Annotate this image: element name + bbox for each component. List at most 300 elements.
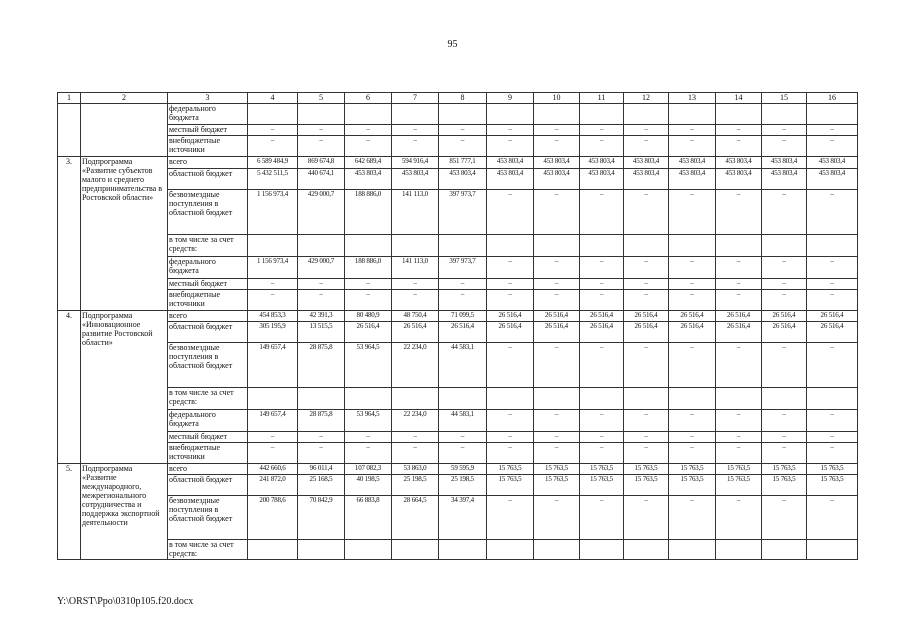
amount-cell xyxy=(487,388,534,410)
amount-cell: – xyxy=(248,125,298,136)
amount-cell: 40 198,5 xyxy=(345,475,392,496)
amount-cell: 241 872,0 xyxy=(248,475,298,496)
funding-source-cell: в том числе за счет средств: xyxy=(168,540,248,560)
amount-cell: – xyxy=(487,125,534,136)
amount-cell: – xyxy=(248,290,298,311)
table-row xyxy=(58,279,858,290)
amount-cell: 1 156 973,4 xyxy=(248,190,298,235)
table-row xyxy=(58,290,858,311)
amount-cell: 6 589 484,9 xyxy=(248,157,298,169)
amount-cell: 453 803,4 xyxy=(392,169,439,190)
amount-cell: 149 657,4 xyxy=(248,410,298,432)
amount-cell: 44 583,1 xyxy=(439,410,487,432)
amount-cell xyxy=(345,235,392,257)
amount-cell: – xyxy=(762,190,807,235)
amount-cell: 28 664,5 xyxy=(392,496,439,540)
amount-cell: – xyxy=(392,279,439,290)
amount-cell: 25 198,5 xyxy=(392,475,439,496)
amount-cell: – xyxy=(669,290,716,311)
amount-cell: 26 516,4 xyxy=(487,322,534,343)
amount-cell: 96 011,4 xyxy=(298,464,345,475)
amount-cell xyxy=(534,540,580,560)
amount-cell: – xyxy=(487,279,534,290)
amount-cell: – xyxy=(762,443,807,464)
amount-cell: 26 516,4 xyxy=(762,322,807,343)
amount-cell: – xyxy=(716,279,762,290)
amount-cell: 59 595,9 xyxy=(439,464,487,475)
amount-cell: 453 803,4 xyxy=(762,157,807,169)
amount-cell: 15 763,5 xyxy=(487,475,534,496)
amount-cell: 66 883,8 xyxy=(345,496,392,540)
amount-cell: – xyxy=(534,257,580,279)
amount-cell: – xyxy=(624,136,669,157)
amount-cell: 44 583,1 xyxy=(439,343,487,388)
amount-cell: – xyxy=(669,343,716,388)
program-name-cell: Подпрограмма «Развитие субъектов малого и среднего предпринимательства в Ростовской области» xyxy=(81,157,168,311)
column-header-5: 5 xyxy=(298,93,345,104)
table-row xyxy=(58,104,858,125)
amount-cell: – xyxy=(624,125,669,136)
amount-cell: 107 082,3 xyxy=(345,464,392,475)
amount-cell: – xyxy=(487,290,534,311)
amount-cell xyxy=(534,235,580,257)
amount-cell: – xyxy=(624,279,669,290)
amount-cell: 15 763,5 xyxy=(534,475,580,496)
amount-cell: 453 803,4 xyxy=(762,169,807,190)
amount-cell: – xyxy=(298,279,345,290)
amount-cell: – xyxy=(716,190,762,235)
amount-cell: 1 156 973,4 xyxy=(248,257,298,279)
amount-cell xyxy=(392,540,439,560)
table-row xyxy=(58,190,858,235)
amount-cell: – xyxy=(298,443,345,464)
column-header-3: 3 xyxy=(168,93,248,104)
amount-cell: 15 763,5 xyxy=(807,475,858,496)
funding-source-cell: местный бюджет xyxy=(168,432,248,443)
table-row xyxy=(58,540,858,560)
amount-cell: – xyxy=(534,343,580,388)
amount-cell: – xyxy=(439,136,487,157)
column-header-1: 1 xyxy=(58,93,81,104)
column-header-15: 15 xyxy=(762,93,807,104)
amount-cell xyxy=(716,540,762,560)
table-row xyxy=(58,322,858,343)
amount-cell xyxy=(807,540,858,560)
amount-cell: 28 875,8 xyxy=(298,343,345,388)
amount-cell xyxy=(762,235,807,257)
amount-cell: – xyxy=(580,496,624,540)
amount-cell: 15 763,5 xyxy=(580,475,624,496)
amount-cell xyxy=(345,104,392,125)
amount-cell: 15 763,5 xyxy=(762,475,807,496)
amount-cell: 397 973,7 xyxy=(439,190,487,235)
amount-cell: – xyxy=(534,190,580,235)
amount-cell xyxy=(298,540,345,560)
amount-cell: 453 803,4 xyxy=(487,169,534,190)
amount-cell xyxy=(669,104,716,125)
amount-cell: 26 516,4 xyxy=(487,311,534,322)
amount-cell: – xyxy=(762,410,807,432)
funding-source-cell: безвозмездные поступления в областной бюджет xyxy=(168,190,248,235)
amount-cell: – xyxy=(807,432,858,443)
amount-cell xyxy=(716,104,762,125)
amount-cell xyxy=(762,104,807,125)
column-header-12: 12 xyxy=(624,93,669,104)
amount-cell: – xyxy=(439,125,487,136)
funding-source-cell: местный бюджет xyxy=(168,279,248,290)
amount-cell: 453 803,4 xyxy=(807,157,858,169)
amount-cell: 71 099,5 xyxy=(439,311,487,322)
amount-cell: 15 763,5 xyxy=(762,464,807,475)
amount-cell: – xyxy=(716,343,762,388)
table-row xyxy=(58,136,858,157)
amount-cell: – xyxy=(807,136,858,157)
funding-source-cell: в том числе за счет средств: xyxy=(168,388,248,410)
table-row xyxy=(58,169,858,190)
amount-cell: – xyxy=(392,432,439,443)
amount-cell xyxy=(298,235,345,257)
amount-cell: 15 763,5 xyxy=(624,464,669,475)
amount-cell: – xyxy=(716,290,762,311)
amount-cell: – xyxy=(487,190,534,235)
amount-cell xyxy=(392,104,439,125)
header-row xyxy=(58,93,858,104)
amount-cell: 28 875,8 xyxy=(298,410,345,432)
amount-cell: – xyxy=(580,410,624,432)
amount-cell: 70 842,9 xyxy=(298,496,345,540)
funding-source-cell: областной бюджет xyxy=(168,169,248,190)
amount-cell: – xyxy=(580,343,624,388)
row-number-cell: 4. xyxy=(58,311,81,464)
amount-cell: 200 788,6 xyxy=(248,496,298,540)
amount-cell: 53 863,0 xyxy=(392,464,439,475)
column-header-16: 16 xyxy=(807,93,858,104)
amount-cell: 22 234,0 xyxy=(392,410,439,432)
amount-cell: – xyxy=(716,136,762,157)
amount-cell xyxy=(669,235,716,257)
amount-cell: – xyxy=(716,410,762,432)
amount-cell: – xyxy=(669,136,716,157)
funding-source-cell: областной бюджет xyxy=(168,322,248,343)
amount-cell: 53 964,5 xyxy=(345,410,392,432)
row-number-cell: 3. xyxy=(58,157,81,311)
table-row xyxy=(58,410,858,432)
amount-cell: – xyxy=(439,279,487,290)
amount-cell xyxy=(580,388,624,410)
amount-cell: 453 803,4 xyxy=(345,169,392,190)
funding-source-cell: внебюджетные источники xyxy=(168,136,248,157)
amount-cell xyxy=(624,104,669,125)
amount-cell: 429 000,7 xyxy=(298,190,345,235)
amount-cell: 453 803,4 xyxy=(580,169,624,190)
amount-cell: – xyxy=(807,257,858,279)
amount-cell: – xyxy=(534,432,580,443)
amount-cell xyxy=(487,104,534,125)
amount-cell xyxy=(762,388,807,410)
amount-cell: – xyxy=(669,443,716,464)
amount-cell: 15 763,5 xyxy=(716,464,762,475)
funding-source-cell: в том числе за счет средств: xyxy=(168,235,248,257)
amount-cell: 26 516,4 xyxy=(534,322,580,343)
amount-cell: 453 803,4 xyxy=(534,169,580,190)
amount-cell xyxy=(624,540,669,560)
amount-cell: – xyxy=(580,443,624,464)
amount-cell: – xyxy=(580,136,624,157)
amount-cell: 188 886,0 xyxy=(345,257,392,279)
amount-cell: – xyxy=(392,125,439,136)
amount-cell: – xyxy=(345,290,392,311)
amount-cell: 15 763,5 xyxy=(807,464,858,475)
amount-cell: – xyxy=(580,257,624,279)
funding-source-cell: областной бюджет xyxy=(168,475,248,496)
amount-cell: – xyxy=(624,496,669,540)
amount-cell xyxy=(762,540,807,560)
amount-cell: 15 763,5 xyxy=(624,475,669,496)
amount-cell: – xyxy=(669,496,716,540)
amount-cell xyxy=(716,235,762,257)
amount-cell: 48 750,4 xyxy=(392,311,439,322)
amount-cell: 53 964,5 xyxy=(345,343,392,388)
amount-cell: – xyxy=(345,125,392,136)
table-row xyxy=(58,475,858,496)
funding-source-cell: всего xyxy=(168,157,248,169)
table-row xyxy=(58,235,858,257)
amount-cell xyxy=(392,235,439,257)
amount-cell: – xyxy=(298,136,345,157)
amount-cell: 26 516,4 xyxy=(716,311,762,322)
funding-source-cell: внебюджетные источники xyxy=(168,443,248,464)
amount-cell: 594 916,4 xyxy=(392,157,439,169)
amount-cell xyxy=(439,388,487,410)
column-header-13: 13 xyxy=(669,93,716,104)
amount-cell: 440 674,1 xyxy=(298,169,345,190)
amount-cell xyxy=(580,540,624,560)
amount-cell: – xyxy=(392,290,439,311)
amount-cell: – xyxy=(534,125,580,136)
amount-cell: – xyxy=(439,432,487,443)
amount-cell: 453 803,4 xyxy=(487,157,534,169)
amount-cell: 26 516,4 xyxy=(807,322,858,343)
amount-cell: 453 803,4 xyxy=(439,169,487,190)
table-row xyxy=(58,157,858,169)
amount-cell: 141 113,0 xyxy=(392,257,439,279)
amount-cell: 149 657,4 xyxy=(248,343,298,388)
amount-cell: – xyxy=(580,190,624,235)
amount-cell: 26 516,4 xyxy=(439,322,487,343)
amount-cell: 305 195,9 xyxy=(248,322,298,343)
amount-cell: 26 516,4 xyxy=(624,311,669,322)
amount-cell xyxy=(624,235,669,257)
financing-table-container xyxy=(57,92,857,560)
amount-cell: 15 763,5 xyxy=(534,464,580,475)
amount-cell xyxy=(807,235,858,257)
amount-cell: 453 803,4 xyxy=(669,169,716,190)
amount-cell: 22 234,0 xyxy=(392,343,439,388)
amount-cell xyxy=(534,104,580,125)
amount-cell: 454 853,3 xyxy=(248,311,298,322)
amount-cell: 851 777,1 xyxy=(439,157,487,169)
amount-cell: – xyxy=(807,343,858,388)
amount-cell xyxy=(669,540,716,560)
amount-cell: 869 674,8 xyxy=(298,157,345,169)
amount-cell: – xyxy=(762,290,807,311)
amount-cell: 26 516,4 xyxy=(580,311,624,322)
table-header xyxy=(58,93,858,104)
amount-cell: – xyxy=(487,443,534,464)
amount-cell: – xyxy=(580,290,624,311)
program-name-cell: Подпрограмма «Инновационное развитие Ростовской области» xyxy=(81,311,168,464)
amount-cell xyxy=(248,235,298,257)
amount-cell: 15 763,5 xyxy=(487,464,534,475)
amount-cell: 15 763,5 xyxy=(580,464,624,475)
amount-cell: – xyxy=(439,443,487,464)
amount-cell: 453 803,4 xyxy=(580,157,624,169)
amount-cell: 642 689,4 xyxy=(345,157,392,169)
amount-cell: 34 397,4 xyxy=(439,496,487,540)
amount-cell: – xyxy=(487,343,534,388)
funding-source-cell: всего xyxy=(168,464,248,475)
amount-cell: – xyxy=(534,279,580,290)
amount-cell: 188 886,0 xyxy=(345,190,392,235)
amount-cell: 453 803,4 xyxy=(534,157,580,169)
amount-cell: – xyxy=(807,190,858,235)
amount-cell: – xyxy=(762,279,807,290)
amount-cell: – xyxy=(624,432,669,443)
amount-cell: – xyxy=(669,432,716,443)
amount-cell xyxy=(716,388,762,410)
amount-cell: – xyxy=(439,290,487,311)
amount-cell: 26 516,4 xyxy=(624,322,669,343)
amount-cell: 26 516,4 xyxy=(716,322,762,343)
amount-cell: 26 516,4 xyxy=(392,322,439,343)
amount-cell xyxy=(487,540,534,560)
row-number-cell xyxy=(58,104,81,157)
program-name-cell: Подпрограмма «Развитие международного, межрегионального сотрудничества и поддержка экспортной деятельности xyxy=(81,464,168,560)
amount-cell: – xyxy=(345,136,392,157)
amount-cell: 80 480,9 xyxy=(345,311,392,322)
amount-cell: 26 516,4 xyxy=(669,322,716,343)
amount-cell: 5 432 511,5 xyxy=(248,169,298,190)
amount-cell: – xyxy=(669,190,716,235)
amount-cell: – xyxy=(248,443,298,464)
amount-cell: 25 168,5 xyxy=(298,475,345,496)
amount-cell: – xyxy=(807,496,858,540)
amount-cell: – xyxy=(534,443,580,464)
amount-cell: 453 803,4 xyxy=(624,169,669,190)
amount-cell: 15 763,5 xyxy=(669,475,716,496)
table-row xyxy=(58,343,858,388)
amount-cell xyxy=(345,388,392,410)
amount-cell: 453 803,4 xyxy=(716,157,762,169)
amount-cell: – xyxy=(624,290,669,311)
column-header-14: 14 xyxy=(716,93,762,104)
amount-cell xyxy=(807,104,858,125)
amount-cell xyxy=(580,104,624,125)
amount-cell xyxy=(534,388,580,410)
amount-cell: – xyxy=(487,496,534,540)
amount-cell: – xyxy=(298,125,345,136)
table-row xyxy=(58,311,858,322)
amount-cell: – xyxy=(762,136,807,157)
amount-cell: 453 803,4 xyxy=(669,157,716,169)
amount-cell: – xyxy=(487,432,534,443)
amount-cell: – xyxy=(345,443,392,464)
amount-cell: 42 391,3 xyxy=(298,311,345,322)
amount-cell: – xyxy=(762,343,807,388)
amount-cell: 15 763,5 xyxy=(669,464,716,475)
amount-cell: 442 660,6 xyxy=(248,464,298,475)
amount-cell: – xyxy=(716,257,762,279)
amount-cell: – xyxy=(345,279,392,290)
amount-cell: – xyxy=(248,432,298,443)
amount-cell: – xyxy=(716,432,762,443)
column-header-7: 7 xyxy=(392,93,439,104)
amount-cell: – xyxy=(762,257,807,279)
amount-cell xyxy=(248,540,298,560)
amount-cell: – xyxy=(762,125,807,136)
funding-source-cell: внебюджетные источники xyxy=(168,290,248,311)
amount-cell: – xyxy=(716,496,762,540)
amount-cell xyxy=(248,104,298,125)
amount-cell: – xyxy=(580,279,624,290)
amount-cell: – xyxy=(298,432,345,443)
funding-source-cell: местный бюджет xyxy=(168,125,248,136)
table-body xyxy=(58,104,858,560)
amount-cell xyxy=(392,388,439,410)
amount-cell: – xyxy=(669,279,716,290)
amount-cell: – xyxy=(669,257,716,279)
column-header-4: 4 xyxy=(248,93,298,104)
column-header-2: 2 xyxy=(81,93,168,104)
amount-cell: – xyxy=(298,290,345,311)
amount-cell: 26 516,4 xyxy=(669,311,716,322)
amount-cell xyxy=(345,540,392,560)
amount-cell: – xyxy=(716,443,762,464)
amount-cell: 26 516,4 xyxy=(762,311,807,322)
amount-cell: 397 973,7 xyxy=(439,257,487,279)
amount-cell: – xyxy=(624,443,669,464)
table-row xyxy=(58,464,858,475)
amount-cell: – xyxy=(392,136,439,157)
amount-cell: – xyxy=(624,410,669,432)
amount-cell: – xyxy=(345,432,392,443)
amount-cell: 453 803,4 xyxy=(716,169,762,190)
amount-cell: 429 000,7 xyxy=(298,257,345,279)
amount-cell: 141 113,0 xyxy=(392,190,439,235)
amount-cell: 26 516,4 xyxy=(580,322,624,343)
amount-cell: 26 516,4 xyxy=(534,311,580,322)
amount-cell: – xyxy=(807,443,858,464)
funding-source-cell: безвозмездные поступления в областной бюджет xyxy=(168,343,248,388)
amount-cell: – xyxy=(487,136,534,157)
program-name-cell xyxy=(81,104,168,157)
amount-cell: – xyxy=(624,257,669,279)
amount-cell xyxy=(439,104,487,125)
amount-cell xyxy=(807,388,858,410)
amount-cell: 25 198,5 xyxy=(439,475,487,496)
amount-cell: – xyxy=(669,125,716,136)
amount-cell xyxy=(439,540,487,560)
amount-cell: 13 515,5 xyxy=(298,322,345,343)
file-path-footer: Y:\ORST\Ppo\0310p105.f20.docx xyxy=(57,596,194,607)
amount-cell: – xyxy=(669,410,716,432)
funding-source-cell: всего xyxy=(168,311,248,322)
funding-source-cell: федерального бюджета xyxy=(168,104,248,125)
row-number-cell: 5. xyxy=(58,464,81,560)
column-header-9: 9 xyxy=(487,93,534,104)
funding-source-cell: безвозмездные поступления в областной бюджет xyxy=(168,496,248,540)
funding-source-cell: федерального бюджета xyxy=(168,410,248,432)
